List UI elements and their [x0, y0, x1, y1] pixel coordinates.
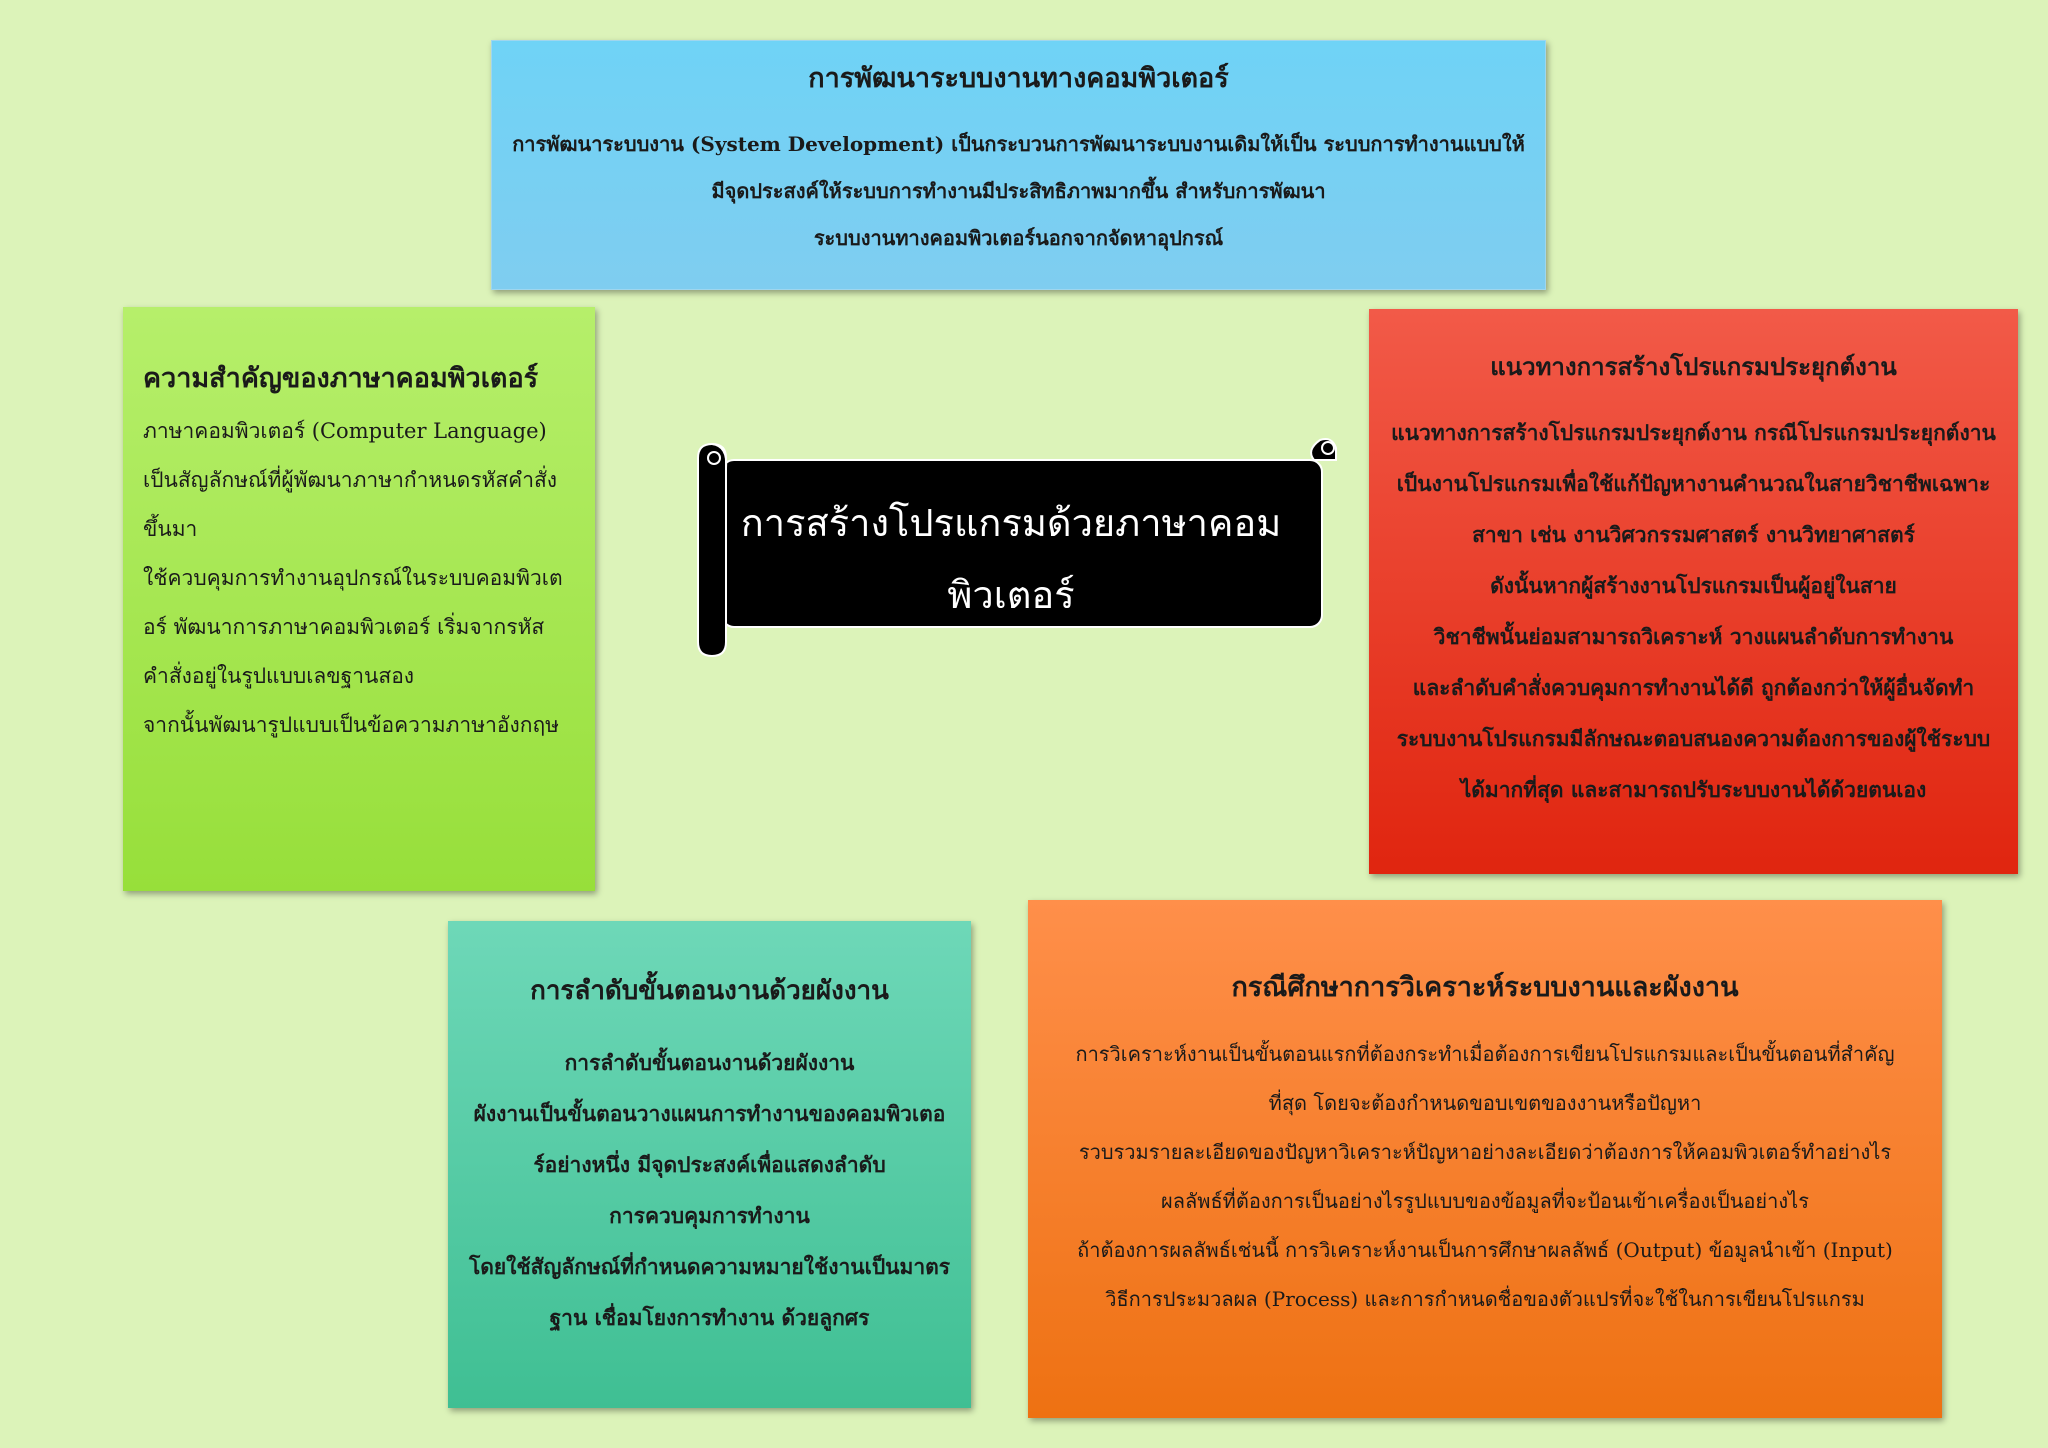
box-text-line: สาขา เช่น งานวิศวกรรมศาสตร์ งานวิทยาศาสตร์	[1472, 522, 1915, 547]
box-text-line: คำสั่งอยู่ในรูปแบบเลขฐานสอง	[143, 664, 415, 688]
box-text-line: การควบคุมการทำงาน	[609, 1203, 810, 1228]
box-text-line: ภาษาคอมพิวเตอร์ (Computer Language)	[143, 419, 547, 443]
box-text-line: ถ้าต้องการผลลัพธ์เช่นนี้ การวิเคราะห์งานเป็นการศึกษาผลลัพธ์ (Output) ข้อมูลนำเข้า (Input)	[1077, 1238, 1893, 1262]
box-text-line: ระบบงานทางคอมพิวเตอร์นอกจากจัดหาอุปกรณ์	[813, 226, 1224, 250]
application-guidelines-box	[1369, 309, 2018, 874]
box-text-line: เป็นงานโปรแกรมเพื่อใช้แก้ปัญหางานคำนวณในสายวิชาชีพเฉพาะ	[1396, 471, 1991, 496]
box-text-line: และลำดับคำสั่งควบคุมการทำงานได้ดี ถูกต้องกว่าให้ผู้อื่นจัดทำ	[1412, 675, 1975, 700]
flowchart-steps-box	[448, 921, 971, 1408]
box-text-line: ดังนั้นหากผู้สร้างงานโปรแกรมเป็นผู้อยู่ในสาย	[1490, 573, 1897, 598]
box-text-line: วิชาชีพนั้นย่อมสามารถวิเคราะห์ วางแผนลำดับการทำงาน	[1433, 624, 1954, 649]
box-title: กรณีศึกษาการวิเคราะห์ระบบงานและผังงาน	[1231, 972, 1739, 1003]
box-text-line: ฐาน เชื่อมโยงการทำงาน ด้วยลูกศร	[549, 1305, 870, 1330]
language-importance-box	[123, 307, 595, 891]
box-text-line: มีจุดประสงค์ให้ระบบการทำงานมีประสิทธิภาพมากขึ้น สำหรับการพัฒนา	[711, 179, 1326, 203]
box-text-line: ใช้ควบคุมการทำงานอุปกรณ์ในระบบคอมพิวเต	[143, 566, 563, 590]
box-text-line: ระบบงานโปรแกรมมีลักษณะตอบสนองความต้องการของผู้ใช้ระบบ	[1396, 726, 1991, 751]
box-text-line: ได้มากที่สุด และสามารถปรับระบบงานได้ด้วยตนเอง	[1460, 777, 1927, 802]
box-text-line: รวบรวมรายละเอียดของปัญหาวิเคราะห์ปัญหาอย่างละเอียดว่าต้องการให้คอมพิวเตอร์ทำอย่างไร	[1078, 1140, 1892, 1164]
box-text-line: ผลลัพธ์ที่ต้องการเป็นอย่างไรรูปแบบของข้อมูลที่จะป้อนเข้าเครื่องเป็นอย่างไร	[1161, 1189, 1809, 1213]
box-text-line: โดยใช้สัญลักษณ์ที่กำหนดความหมายใช้งานเป็นมาตร	[468, 1254, 951, 1279]
system-development-box	[491, 40, 1546, 290]
box-text-line: ขึ้นมา	[143, 517, 198, 541]
box-text-line: จากนั้นพัฒนารูปแบบเป็นข้อความภาษาอังกฤษ	[143, 713, 560, 737]
box-text-line: การพัฒนาระบบงาน (System Development) เป็นกระบวนการพัฒนาระบบงานเดิมให้เป็น ระบบการทำงานแบบให้	[512, 132, 1525, 156]
box-title: ความสำคัญของภาษาคอมพิวเตอร์	[143, 363, 539, 394]
box-text-line: อร์ พัฒนาการภาษาคอมพิวเตอร์ เริ่มจากรหัส	[143, 615, 545, 639]
box-title: การพัฒนาระบบงานทางคอมพิวเตอร์	[808, 63, 1229, 94]
box-title: แนวทางการสร้างโปรแกรมประยุกต์งาน	[1490, 352, 1897, 381]
box-text-line: ผังงานเป็นขั้นตอนวางแผนการทำงานของคอมพิวเตอ	[473, 1101, 946, 1126]
box-title: การลำดับขั้นตอนงานด้วยผังงาน	[530, 976, 889, 1006]
box-text-line: เป็นสัญลักษณ์ที่ผู้พัฒนาภาษากำหนดรหัสคำสั่ง	[143, 468, 558, 492]
box-text-line: การลำดับขั้นตอนงานด้วยผังงาน	[564, 1050, 855, 1075]
center-scroll-banner	[692, 428, 1352, 663]
box-text-line: วิธีการประมวลผล (Process) และการกำหนดชื่อของตัวแปรที่จะใช้ในการเขียนโปรแกรม	[1105, 1287, 1865, 1311]
box-text-line: ร์อย่างหนึ่ง มีจุดประสงค์เพื่อแสดงลำดับ	[533, 1152, 886, 1177]
case-study-box	[1028, 900, 1942, 1418]
box-text-line: การวิเคราะห์งานเป็นขั้นตอนแรกที่ต้องกระทำเมื่อต้องการเขียนโปรแกรมและเป็นขั้นตอนที่สำคัญ	[1075, 1042, 1895, 1066]
box-text-line: แนวทางการสร้างโปรแกรมประยุกต์งาน กรณีโปรแกรมประยุกต์งาน	[1391, 420, 1996, 445]
scroll-title: การสร้างโปรแกรมด้วยภาษาคอมพิวเตอร์	[740, 503, 1282, 617]
box-text-line: ที่สุด โดยจะต้องกำหนดขอบเขตของงานหรือปัญหา	[1268, 1091, 1702, 1115]
